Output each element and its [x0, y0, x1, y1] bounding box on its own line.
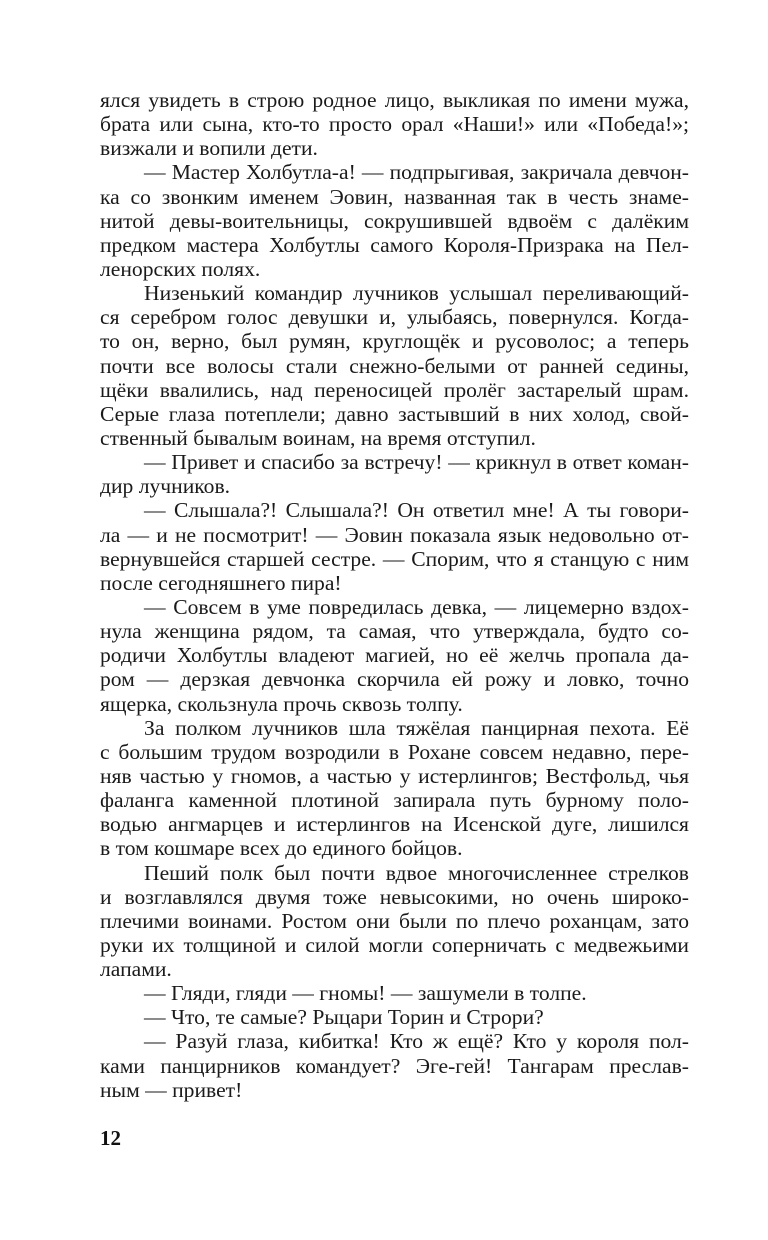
text-line: родичи Холбутлы владеют магией, но её желчь пропала да- — [100, 643, 689, 668]
text-line: водью ангмарцев и истерлингов на Исенской дуге, лишился — [100, 812, 689, 837]
text-line: ром — дерзкая девчонка скорчила ей рожу и ловко, точно — [100, 667, 689, 692]
paragraph — [100, 1005, 689, 1029]
text-line: ся серебром голос девушки и, улыбаясь, повернулся. Когда- — [100, 305, 689, 330]
paragraph — [100, 861, 689, 982]
text-line: — Совсем в уме повредилась девка, — лицемерно вздох- — [144, 594, 689, 619]
paragraph — [100, 595, 689, 716]
text-line: ящерка, скользнула прочь сквозь толпу. — [100, 691, 463, 716]
text-line: предком мастера Холбутлы самого Короля-Призрака на Пел- — [100, 232, 689, 257]
paragraph — [100, 160, 689, 281]
text-line: и возглавлялся двумя тоже невысокими, но очень широко- — [100, 884, 689, 909]
paragraph — [100, 981, 689, 1005]
page-body-text — [100, 88, 689, 1102]
text-line: ла — и не посмотрит! — Эовин показала язык недовольно от- — [100, 522, 689, 547]
paragraph — [100, 1029, 689, 1101]
text-line: ным — привет! — [100, 1077, 243, 1102]
text-line: ками панцирников командует? Эге-гей! Тангарам преслав- — [100, 1053, 689, 1078]
text-line: нула женщина рядом, та самая, что утверждала, будто со- — [100, 619, 689, 644]
paragraph — [100, 450, 689, 498]
text-line: руки их толщиной и силой могли соперничать с медвежьими — [100, 932, 689, 957]
text-line: то он, верно, был румян, круглощёк и русоволос; а теперь — [100, 329, 689, 354]
text-line: ка со звонким именем Эовин, названная так в честь знаме- — [100, 184, 689, 209]
text-line: фаланга каменной плотиной запирала путь бурному поло- — [100, 788, 689, 813]
paragraph — [100, 281, 689, 450]
text-line: брата или сына, кто-то просто орал «Наши!» или «Победа!»; — [100, 112, 689, 137]
paragraph — [100, 88, 689, 160]
text-line: — Слышала?! Слышала?! Он ответил мне! А ты говори- — [144, 498, 689, 523]
page-number: 12 — [100, 1126, 121, 1150]
text-line: — Разуй глаза, кибитка! Кто ж ещё? Кто у короля пол- — [144, 1029, 689, 1054]
text-line: щёки ввалились, над переносицей пролёг застарелый шрам. — [100, 377, 689, 402]
text-line: визжали и вопили дети. — [100, 136, 318, 161]
text-line: после сегодняшнего пира! — [100, 570, 342, 595]
text-line: лапами. — [100, 957, 172, 982]
text-line: Низенький командир лучников услышал переливающий- — [144, 281, 689, 306]
text-line: в том кошмаре всех до единого бойцов. — [100, 836, 463, 861]
text-line: няв частью у гномов, а частью у истерлингов; Вестфольд, чья — [100, 763, 689, 788]
text-line: ленорских полях. — [100, 256, 261, 281]
text-line: ственный бывалым воинам, на время отступил. — [100, 425, 536, 450]
text-line: — Что, те самые? Рыцари Торин и Строри? — [144, 1005, 544, 1030]
text-line: ялся увидеть в строю родное лицо, выкликая по имени мужа, — [100, 88, 689, 112]
text-line: дир лучников. — [100, 474, 231, 499]
text-line: Пеший полк был почти вдвое многочисленнее стрелков — [144, 860, 689, 885]
text-line: Серые глаза потеплели; давно застывший в них холод, свой- — [100, 401, 689, 426]
text-line: плечими воинами. Ростом они были по плечо роханцам, зато — [100, 908, 689, 933]
text-line: почти все волосы стали снежно-белыми от ранней седины, — [100, 353, 689, 378]
text-line: нитой девы-воительницы, сокрушившей вдвоём с далёким — [100, 208, 689, 233]
text-line: вернувшейся старшей сестре. — Спорим, что я станцую с ним — [100, 546, 689, 571]
text-line: — Мастер Холбутла-а! — подпрыгивая, закричала девчон- — [144, 160, 689, 185]
text-line: За полком лучников шла тяжёлая панцирная пехота. Её — [144, 715, 689, 740]
paragraph — [100, 716, 689, 861]
text-line: — Привет и спасибо за встречу! — крикнул в ответ коман- — [144, 450, 689, 475]
text-line: — Гляди, гляди — гномы! — зашумели в толпе. — [144, 981, 587, 1006]
text-line: с большим трудом возродили в Рохане совсем недавно, пере- — [100, 739, 689, 764]
paragraph — [100, 498, 689, 595]
